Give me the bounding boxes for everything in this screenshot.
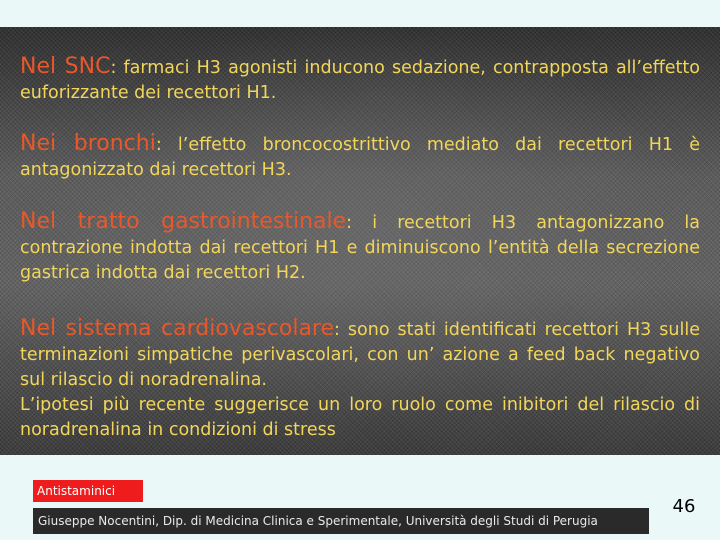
section-gastrointestinal <box>20 209 700 286</box>
section-heading: Nel sistema cardiovascolare <box>20 316 335 341</box>
section-body: : farmaci H3 agonisti inducono sedazione, contrapposta all’effetto euforizzante dei recettori H1. <box>20 58 700 103</box>
page-number: 46 <box>672 496 696 517</box>
section-bronchi <box>20 131 700 183</box>
section-body: : sono stati identificati recettori H3 sulle terminazioni simpatiche perivascolari, con un’ azione a feed back negativo sul rilascio di noradrenalina. <box>20 320 700 390</box>
section-heading: Nel SNC <box>20 54 111 79</box>
section-heading: Nel tratto gastrointestinale <box>20 209 347 234</box>
section-cardiovascular <box>20 316 700 443</box>
section-snc <box>20 54 700 106</box>
section-body: : i recettori H3 antagonizzano la contrazione indotta dai recettori H1 e diminuiscono l’entità della secrezione gastrica indotta dai recettori H2. <box>20 213 701 283</box>
section-body: : l’effetto broncocostrittivo mediato dai recettori H1 è antagonizzato dai recettori H3. <box>20 135 700 180</box>
section-extra-paragraph: L’ipotesi più recente suggerisce un loro ruolo come inibitori del rilascio di noradrenalina in condizioni di stress <box>20 395 700 440</box>
footer-credit: Giuseppe Nocentini, Dip. di Medicina Clinica e Sperimentale, Università degli Studi di Perugia <box>33 508 649 534</box>
footer-topic-tag: Antistaminici <box>33 480 143 502</box>
section-heading: Nei bronchi <box>20 131 156 156</box>
